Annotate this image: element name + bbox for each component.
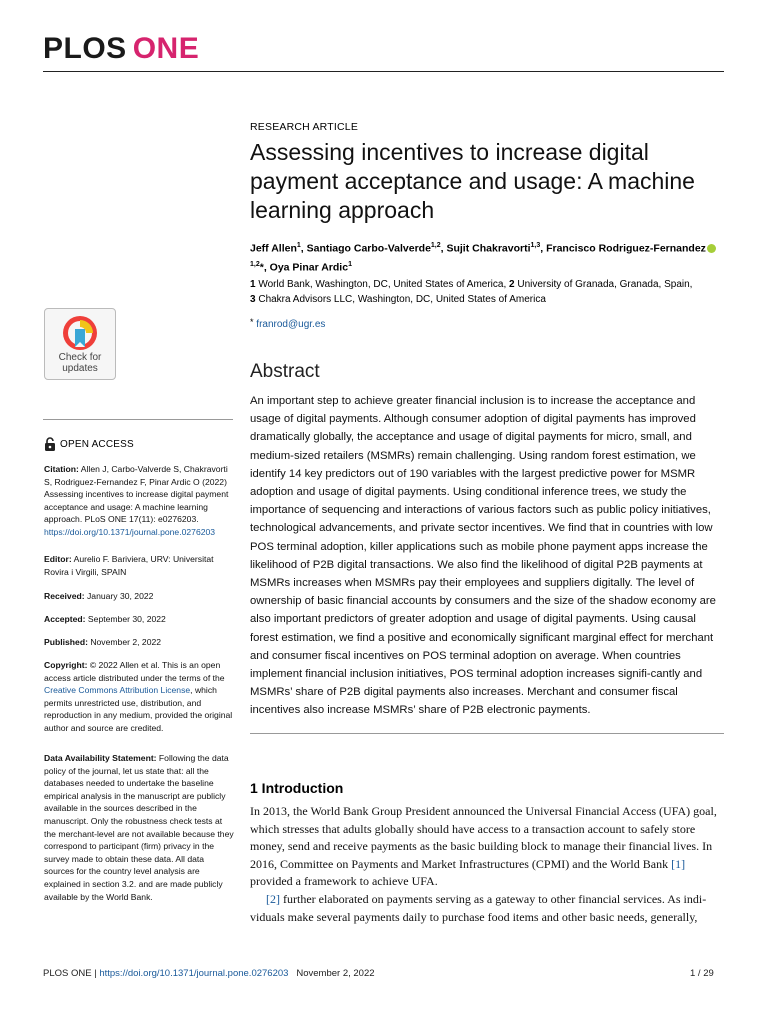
- badge-line-1: Check for: [58, 352, 102, 363]
- copyright-label: Copyright:: [44, 660, 88, 670]
- license-link[interactable]: Creative Commons Attribution License: [44, 685, 191, 696]
- author-affil-sup: 1,2: [250, 260, 260, 268]
- open-lock-icon: [44, 437, 56, 451]
- author-name[interactable]: , Sujit Chakravorti: [440, 242, 531, 255]
- accepted-label: Accepted:: [44, 614, 86, 624]
- footer-date: November 2, 2022: [296, 968, 375, 979]
- copyright-text-2: , which permits unrestricted use, distribution, and reproduction in any medium, provided the original author and source are credited.: [44, 685, 233, 733]
- introduction-text: [250, 803, 724, 926]
- received-label: Received:: [44, 591, 85, 601]
- article-title: Assessing incentives to increase digital payment acceptance and usage: A machine learning approach: [250, 139, 695, 223]
- data-availability-block: [44, 752, 234, 903]
- abstract-heading: Abstract: [250, 361, 320, 382]
- logo-one: ONE: [132, 32, 200, 65]
- author-name[interactable]: , Francisco Rodriguez-Fernandez: [540, 242, 706, 255]
- citation-block: [44, 463, 234, 539]
- header-divider: [43, 71, 724, 72]
- article-type: RESEARCH ARTICLE: [250, 121, 359, 133]
- open-access-text: OPEN ACCESS: [60, 438, 134, 450]
- citation-ref[interactable]: [2]: [266, 891, 280, 906]
- data-availability-label: Data Availability Statement:: [44, 753, 157, 763]
- editor-label: Editor:: [44, 554, 72, 564]
- affiliations: [250, 277, 724, 307]
- author-affil-sup: 1,3: [530, 242, 541, 249]
- check-for-updates-badge[interactable]: [44, 308, 116, 380]
- email-star: *: [250, 317, 254, 327]
- affil-text: World Bank, Washington, DC, United States of America,: [255, 279, 510, 290]
- affil-number: 3: [250, 294, 256, 305]
- published-label: Published:: [44, 637, 88, 647]
- author-name[interactable]: Jeff Allen: [250, 242, 297, 255]
- affil-text: University of Granada, Granada, Spain,: [514, 279, 693, 290]
- author-list: [250, 238, 724, 275]
- page-footer: [43, 968, 375, 979]
- received-date: January 30, 2022: [84, 591, 154, 601]
- copyright-block: [44, 659, 234, 735]
- corresponding-star: *: [259, 261, 264, 273]
- affil-number: 2: [509, 279, 515, 290]
- abstract-text: An important step to achieve greater financial inclusion is to increase the acceptance and usage of digital payments. Although consumer adoption of digital payments has improved dramatically globally, the acceptance and usage of digital payments for micro, small, and medium-sized retailers (MSMRs) remain challenging. Using random forest estimation, we identify 14 key predictors out of 190 variables with the largest predictive power for MSMR adoption and usage of digital payments. Using conditional inference trees, we study the importance of sequencing and interactions of various factors such as public policy initiatives, technological advancements, and private sector incentives. We find that in countries with low POS terminal adoption, killer applications such as mobile phone payment apps increase the likelihood of P2B digital transactions. We also find the likelihood of digital P2B payments at MSMRs increases when MSMRs pay their employees and suppliers digitally. The level of ownership of basic financial accounts by consumers and the size of the shadow economy are also important predictors of greater adoption and usage of digital payments. Using causal forest estimation, we find a positive and economically significant marginal effect for merchant and consumer fiscal incentives on POS terminal adoption on average. When countries implement financial inclusion initiatives, POS terminal adoption increases signifi-cantly and MSMRs’ share of P2B digital payments also increases. Merchant and consumer fiscal incentives also increase MSMRs’ share of P2B electronic payments.: [250, 395, 716, 717]
- accepted-block: [44, 613, 234, 626]
- editor-text: Aurelio F. Bariviera, URV: Universitat Rovira i Virgili, SPAIN: [44, 554, 214, 577]
- paragraph: [250, 803, 724, 891]
- sidebar-divider: [43, 419, 233, 420]
- paragraph: [250, 891, 724, 926]
- citation-label: Citation:: [44, 464, 79, 474]
- data-availability-text: Following the data policy of the journal, let us state that: all the databases needed to undertake the baseline empirical analysis in the manuscript are publicly available in the sources described in the manuscript. Only the robustness check tests at the merchant-level are not available because they correspond to participant (firm) privacy in the survey made to obtain these data. All data sources for the country level analysis are explained in section 3.2. and are made publicly available by the World Bank.: [44, 753, 234, 902]
- corresponding-email: [250, 317, 325, 330]
- paragraph-text: provided a framework to achieve UFA.: [250, 874, 438, 889]
- author-name[interactable]: , Santiago Carbo-Valverde: [300, 242, 431, 255]
- author-affil-sup: 1: [348, 260, 352, 268]
- editor-block: [44, 553, 234, 578]
- received-block: [44, 590, 234, 603]
- published-block: [44, 636, 234, 649]
- journal-logo[interactable]: [43, 34, 199, 64]
- affil-text: Chakra Advisors LLC, Washington, DC, United States of America: [255, 294, 546, 305]
- citation-doi-link[interactable]: https://doi.org/10.1371/journal.pone.0276203: [44, 526, 216, 537]
- email-link[interactable]: franrod@ugr.es: [256, 319, 326, 330]
- author-name[interactable]: , Oya Pinar Ardic: [263, 261, 349, 273]
- affil-number: 1: [250, 279, 256, 290]
- logo-plos: PLOS: [43, 32, 127, 65]
- copyright-text-1: © 2022 Allen et al. This is an open access article distributed under the terms of the: [44, 660, 225, 683]
- crossmark-icon: [61, 314, 99, 352]
- accepted-date: September 30, 2022: [85, 614, 166, 624]
- citation-text: Allen J, Carbo-Valverde S, Chakravorti S, Rodriguez-Fernandez F, Pinar Ardic O (2022) Assessing incentives to increase digital payment acceptance and usage: A machine learning approach. PLoS ONE 17(11): e0276203.: [44, 464, 229, 525]
- footer-doi-link[interactable]: https://doi.org/10.1371/journal.pone.0276203: [99, 968, 289, 979]
- published-date: November 2, 2022: [87, 637, 162, 647]
- open-access-label: [44, 437, 134, 451]
- paragraph-text: In 2013, the World Bank Group President announced the Universal Financial Access (UFA) goal, which stresses that adults globally should have access to a transaction account to safely store money, send and receive payments as the basic building block to manage their financial lives. In 2016, Committee on Payments and Market Infrastructures (CPMI) and the World Bank: [250, 804, 717, 871]
- author-affil-sup: 1,2: [430, 242, 441, 249]
- citation-ref[interactable]: [1]: [671, 856, 686, 871]
- orcid-icon[interactable]: [707, 244, 716, 253]
- paragraph-text: further elaborated on payments serving as a gateway to other financial services. As indi-viduals make several payments daily to purchase food items and other basic needs, generally,: [250, 891, 707, 924]
- badge-line-2: updates: [62, 363, 98, 374]
- author-affil-sup: 1: [296, 242, 301, 249]
- page-number: 1 / 29: [690, 968, 714, 979]
- abstract-divider: [250, 733, 724, 734]
- footer-journal: PLOS ONE |: [43, 968, 100, 979]
- section-heading-introduction: 1 Introduction: [250, 780, 344, 796]
- badge-text: [45, 352, 115, 374]
